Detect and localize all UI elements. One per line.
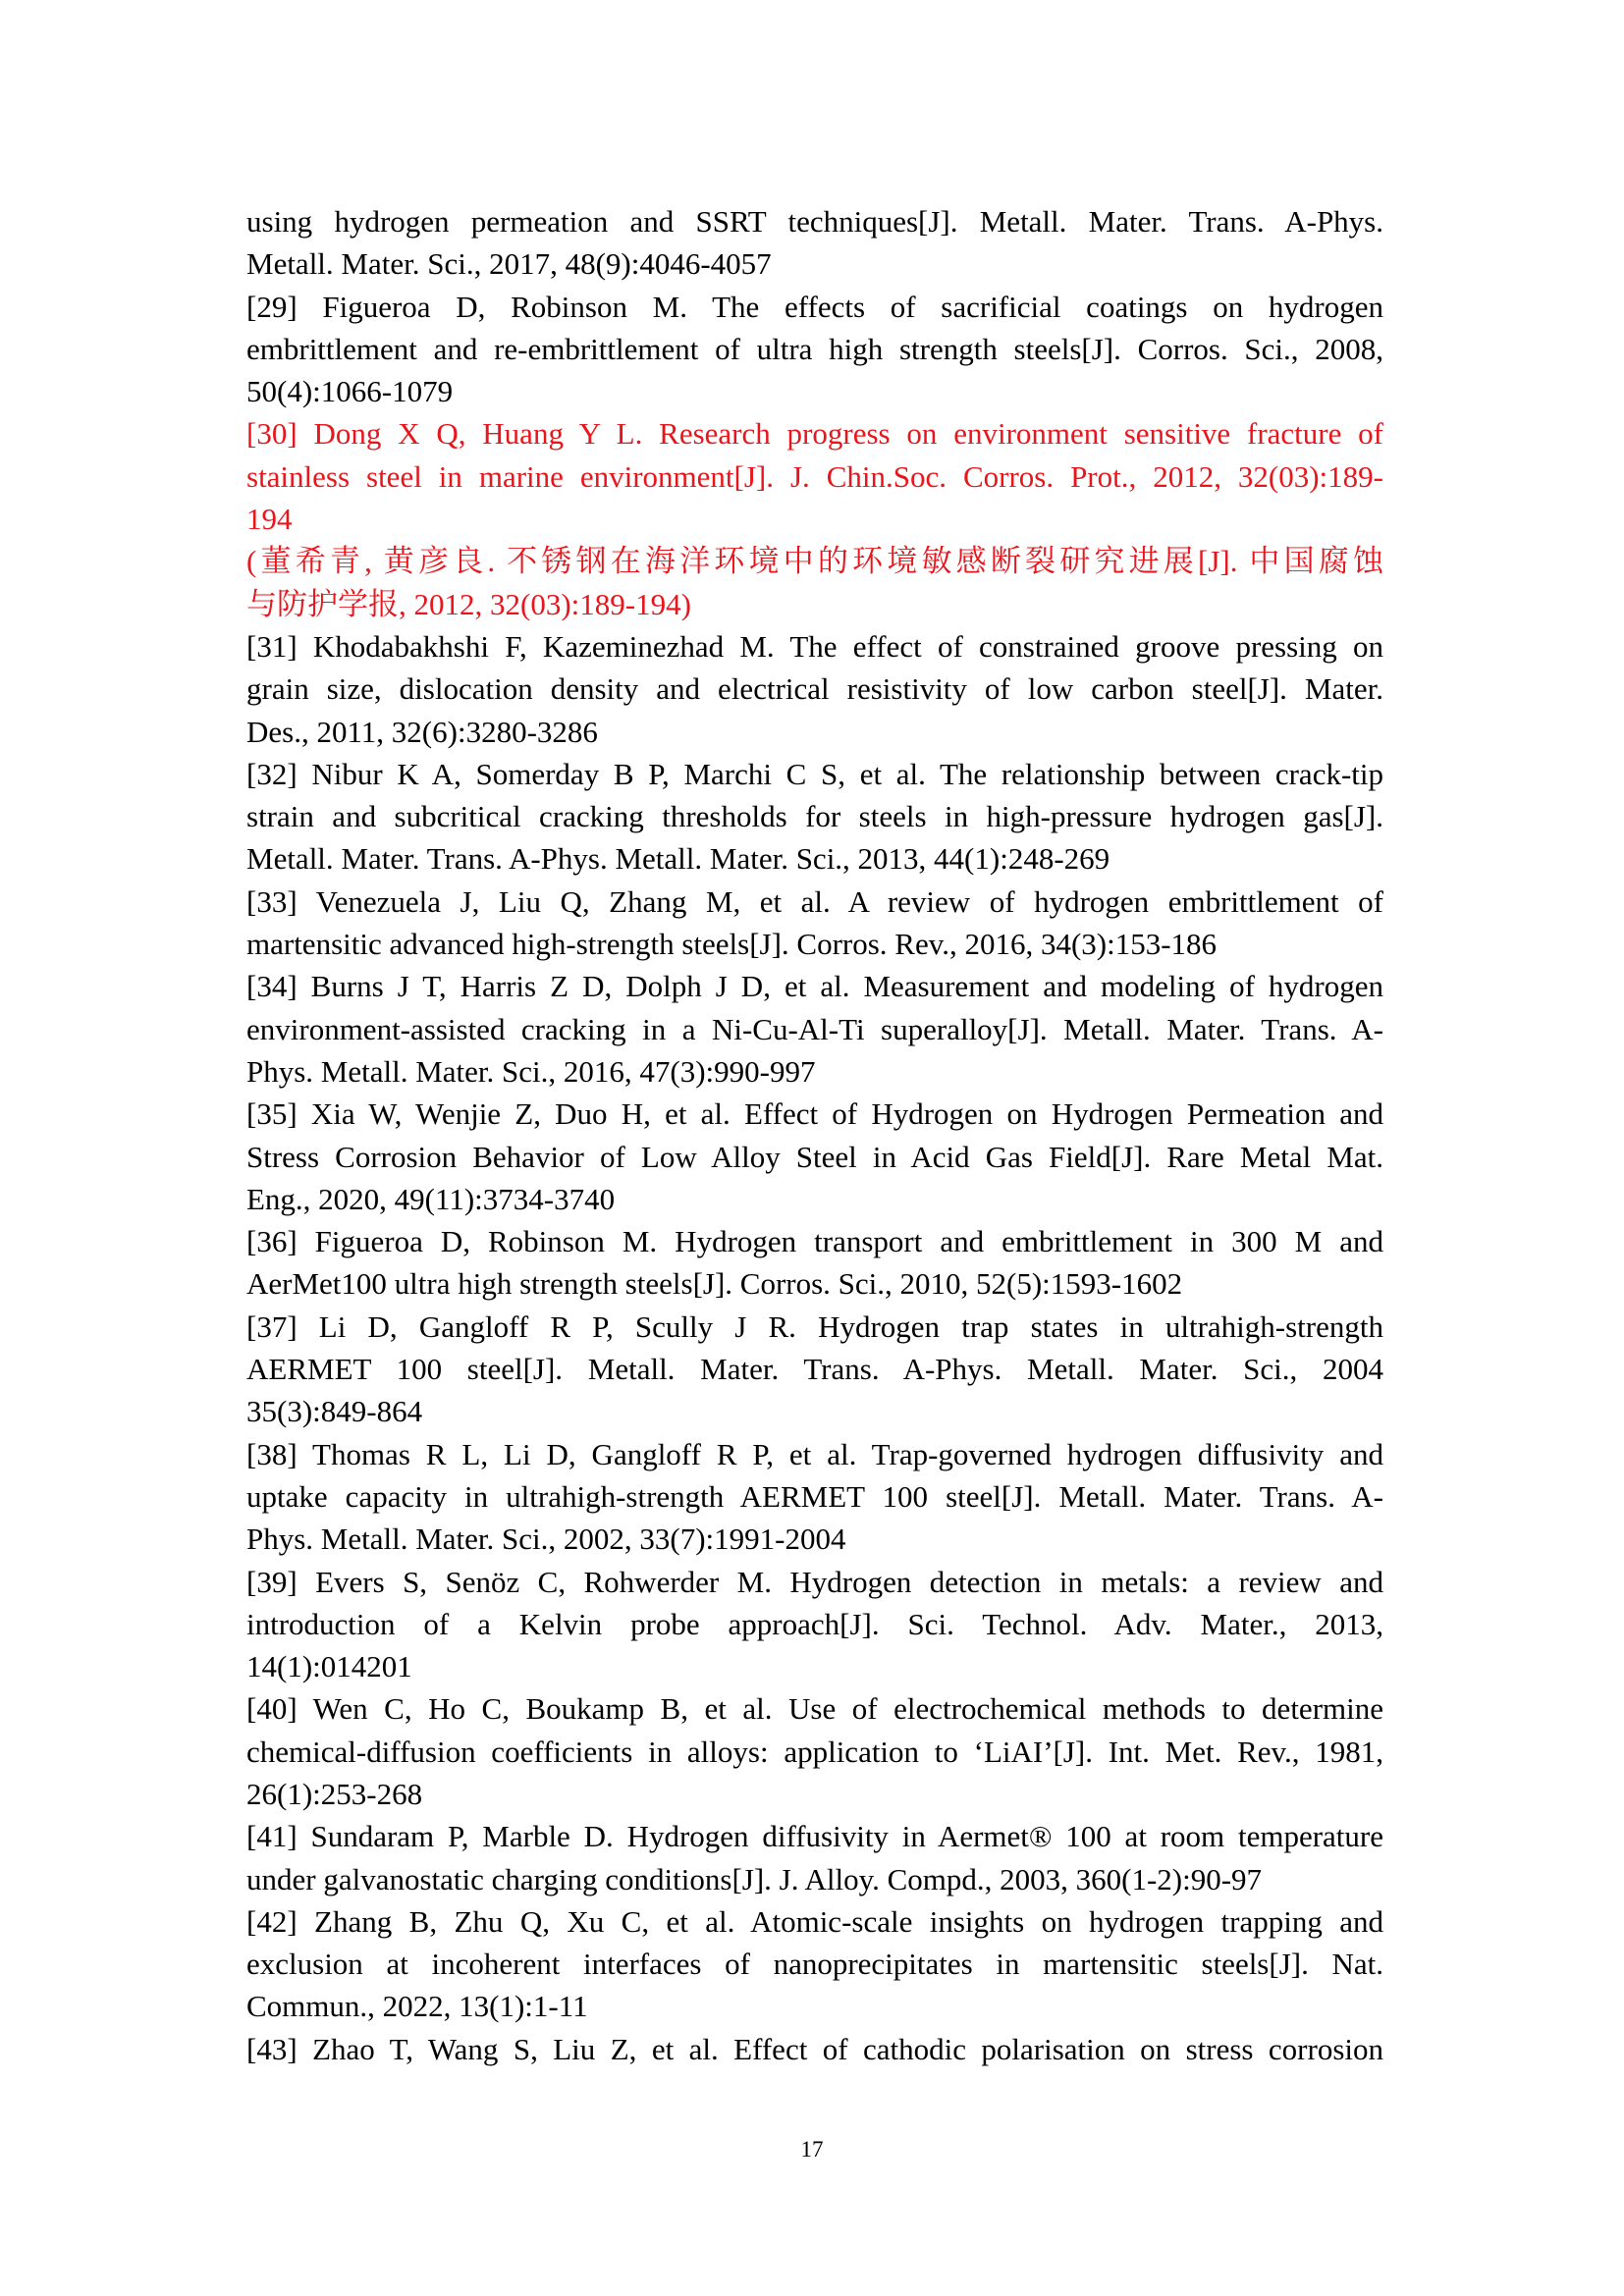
- reference-entry: [246, 1561, 1383, 1688]
- reference-line: under galvanostatic charging conditions[J]. J. Alloy. Compd., 2003, 360(1-2):90-97: [246, 1861, 1263, 1896]
- reference-line: [37] Li D, Gangloff R P, Scully J R. Hydrogen trap states in ultrahigh-strength: [246, 1308, 1383, 1344]
- reference-entry: [246, 881, 1383, 966]
- reference-line: 26(1):253-268: [246, 1776, 423, 1811]
- reference-line: Phys. Metall. Mater. Sci., 2002, 33(7):1991-2004: [246, 1522, 846, 1557]
- reference-line: using hydrogen permeation and SSRT techniques[J]. Metall. Mater. Trans. A-Phys.: [246, 204, 1383, 239]
- reference-line: introduction of a Kelvin probe approach[J]. Sci. Technol. Adv. Mater., 2013,: [246, 1606, 1383, 1641]
- reference-list: [246, 200, 1383, 2070]
- reference-entry: [246, 1093, 1383, 1220]
- reference-line: stainless steel in marine environment[J]. J. Chin.Soc. Corros. Prot., 2012, 32(03):189-: [246, 458, 1383, 494]
- reference-line: [43] Zhao T, Wang S, Liu Z, et al. Effect of cathodic polarisation on stress corrosion: [246, 2031, 1383, 2066]
- reference-line: grain size, dislocation density and electrical resistivity of low carbon steel[J]. Mater.: [246, 671, 1383, 707]
- reference-line: uptake capacity in ultrahigh-strength AERMET 100 steel[J]. Metall. Mater. Trans. A-: [246, 1478, 1383, 1514]
- reference-line: [30] Dong X Q, Huang Y L. Research progress on environment sensitive fracture of: [246, 416, 1383, 452]
- reference-line: Des., 2011, 32(6):3280-3286: [246, 714, 598, 749]
- reference-line: embrittlement and re-embrittlement of ultra high strength steels[J]. Corros. Sci., 2008,: [246, 331, 1383, 366]
- reference-entry: [246, 1900, 1383, 2028]
- reference-line: [31] Khodabakhshi F, Kazeminezhad M. The effect of constrained groove pressing on: [246, 628, 1383, 664]
- reference-entry: [246, 200, 1383, 286]
- reference-line: AERMET 100 steel[J]. Metall. Mater. Trans. A-Phys. Metall. Mater. Sci., 2004: [246, 1352, 1383, 1387]
- reference-line: environment-assisted cracking in a Ni-Cu-Al-Ti superalloy[J]. Metall. Mater. Trans. A-: [246, 1011, 1383, 1046]
- reference-line: [40] Wen C, Ho C, Boukamp B, et al. Use of electrochemical methods to determine: [246, 1691, 1383, 1727]
- reference-line: Phys. Metall. Mater. Sci., 2016, 47(3):990-997: [246, 1053, 816, 1089]
- reference-line: strain and subcritical cracking thresholds for steels in high-pressure hydrogen gas[J].: [246, 799, 1383, 834]
- reference-line: [33] Venezuela J, Liu Q, Zhang M, et al. A review of hydrogen embrittlement of: [246, 883, 1383, 919]
- reference-line: Stress Corrosion Behavior of Low Alloy Steel in Acid Gas Field[J]. Rare Metal Mat.: [246, 1139, 1383, 1174]
- reference-line: chemical-diffusion coefficients in alloys: application to ‘LiAI’[J]. Int. Met. Rev., 1981,: [246, 1734, 1383, 1769]
- reference-line: 35(3):849-864: [246, 1394, 423, 1429]
- page-number: 17: [800, 2137, 824, 2162]
- reference-entry: [246, 753, 1383, 881]
- reference-line: 50(4):1066-1079: [246, 374, 454, 409]
- reference-line: 14(1):014201: [246, 1649, 412, 1684]
- reference-entry: [246, 1220, 1383, 1306]
- reference-entry: [246, 2028, 1383, 2070]
- reference-line: Commun., 2022, 13(1):1-11: [246, 1989, 588, 2024]
- reference-line: [34] Burns J T, Harris Z D, Dolph J D, et al. Measurement and modeling of hydrogen: [246, 969, 1383, 1004]
- reference-entry: [246, 1433, 1383, 1561]
- reference-entry: [246, 1815, 1383, 1900]
- reference-line: exclusion at incoherent interfaces of nanoprecipitates in martensitic steels[J]. Nat.: [246, 1947, 1383, 1982]
- reference-line: [41] Sundaram P, Marble D. Hydrogen diffusivity in Aermet® 100 at room temperature: [246, 1819, 1383, 1854]
- reference-line: martensitic advanced high-strength steels[J]. Corros. Rev., 2016, 34(3):153-186: [246, 927, 1218, 962]
- reference-entry: [246, 1306, 1383, 1433]
- reference-entry: [246, 625, 1383, 753]
- reference-line: 与防护学报, 2012, 32(03):189-194): [246, 586, 691, 621]
- reference-entry: [246, 286, 1383, 413]
- reference-line: [29] Figueroa D, Robinson M. The effects of sacrificial coatings on hydrogen: [246, 289, 1383, 324]
- reference-entry: [246, 965, 1383, 1093]
- reference-line: Metall. Mater. Sci., 2017, 48(9):4046-4057: [246, 246, 772, 282]
- reference-line: [35] Xia W, Wenjie Z, Duo H, et al. Effect of Hydrogen on Hydrogen Permeation and: [246, 1096, 1383, 1132]
- reference-line: [36] Figueroa D, Robinson M. Hydrogen transport and embrittlement in 300 M and: [246, 1224, 1383, 1259]
- reference-line: [38] Thomas R L, Li D, Gangloff R P, et al. Trap-governed hydrogen diffusivity and: [246, 1436, 1383, 1471]
- reference-entry: [246, 412, 1383, 624]
- reference-line: [42] Zhang B, Zhu Q, Xu C, et al. Atomic-scale insights on hydrogen trapping and: [246, 1903, 1383, 1939]
- reference-line: Metall. Mater. Trans. A-Phys. Metall. Mater. Sci., 2013, 44(1):248-269: [246, 841, 1110, 877]
- reference-line: Eng., 2020, 49(11):3734-3740: [246, 1181, 616, 1216]
- reference-line: [32] Nibur K A, Somerday B P, Marchi C S, et al. The relationship between crack-tip: [246, 756, 1383, 791]
- reference-line: AerMet100 ultra high strength steels[J]. Corros. Sci., 2010, 52(5):1593-1602: [246, 1266, 1183, 1302]
- reference-line: 194: [246, 502, 293, 537]
- reference-entry: [246, 1687, 1383, 1815]
- reference-line: (董希青, 黄彦良. 不锈钢在海洋环境中的环境敏感断裂研究进展[J]. 中国腐蚀: [246, 544, 1383, 579]
- reference-line: [39] Evers S, Senöz C, Rohwerder M. Hydrogen detection in metals: a review and: [246, 1564, 1383, 1599]
